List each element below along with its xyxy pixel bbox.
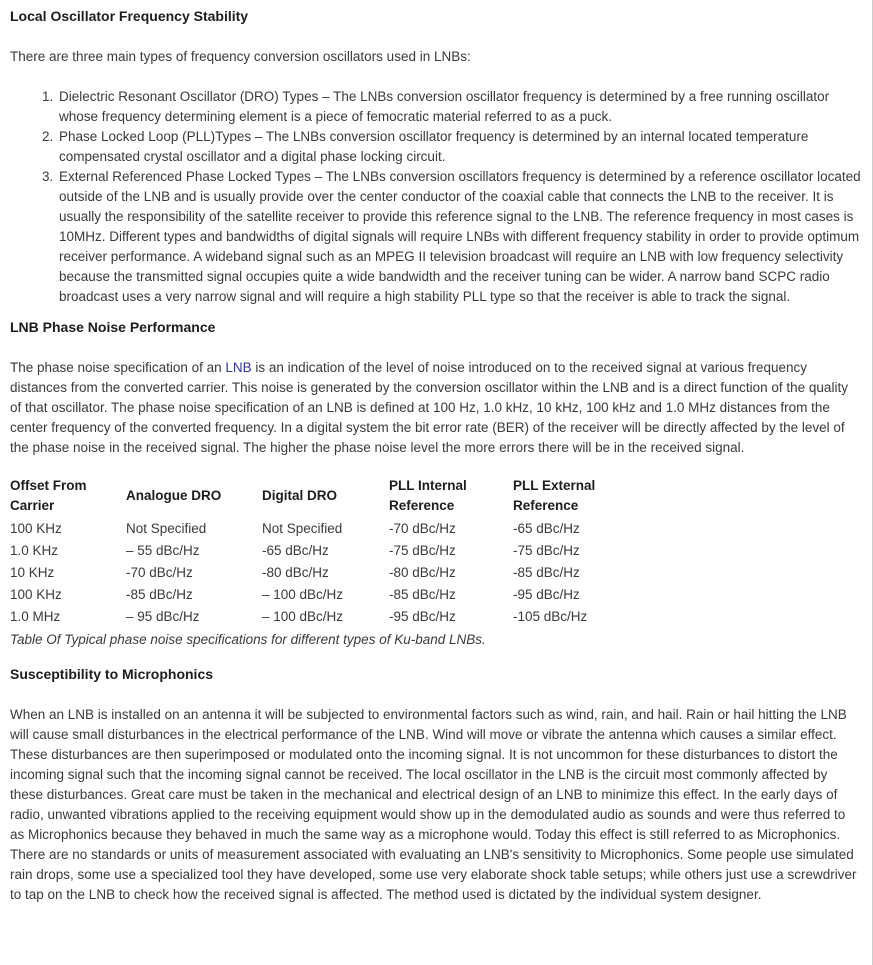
table-header-digital-dro: Digital DRO <box>262 488 338 503</box>
table-cell: – 95 dBc/Hz <box>126 609 200 624</box>
table-cell: 1.0 KHz <box>10 543 59 558</box>
table-header-pll-internal: PLL Internal Reference <box>389 478 467 513</box>
oscillator-types-list <box>10 87 861 307</box>
list-item-external-reference: 3. External Referenced Phase Locked Types – The LNBs conversion oscillators frequency is determined by a reference oscillator located outside of the LNB and is usually provide over the center conductor of the coaxial cable that connects the LNB to the receiver. It is usually the responsibility of the satellite receiver to provide this reference signal to the LNB. The reference frequency in most cases is 10MHz. Different types and bandwidths of digital signals will require LNBs with different frequency stability in order to provide optimum receiver performance. A wideband signal such as an MPEG II television broadcast will require an LNB with low frequency selectivity because the transmitted signal occupies quite a wide bandwidth and the receiver tuning can be wider. A narrow band SCPC radio broadcast uses a very narrow signal and will require a high stability PLL type so that the receiver is able to track the signal. <box>57 167 861 307</box>
paragraph-microphonics: When an LNB is installed on an antenna it will be subjected to environmental factors such as wind, rain, and hail. Rain or hail hitting the LNB will cause small disturbances in the electrical performance of the LNB. Wind will move or vibrate the antenna which causes a similar effect. These disturbances are then superimposed or modulated onto the incoming signal. It is not uncommon for these disturbances to distort the incoming signal such that the incoming signal cannot be received. The local oscillator in the LNB is the circuit most commonly affected by these disturbances. Great care must be taken in the mechanical and electrical design of an LNB to minimize this effect. In the early days of radio, unwanted vibrations applied to the receiving equipment would show up in the demodulated audio as sounds and were thus referred to as Microphonics because they behaved in much the same way as a microphone would. Today this effect is still referred to as Microphonics. There are no standards or units of measurement associated with evaluating an LNB's sensitivity to Microphonics. Some people use simulated rain drops, some use a specialized tool they have developed, some use very elaborate shock table setups; while others just use a screwdriver to tap on the LNB to check how the received signal is affected. The method used is dictated by the individual system designer. <box>10 707 857 902</box>
table-row <box>10 606 643 628</box>
table-cell: -70 dBc/Hz <box>126 565 193 580</box>
table-header-offset-from-carrier: Offset From Carrier <box>10 478 87 513</box>
table-cell: -75 dBc/Hz <box>513 543 580 558</box>
table-cell: 10 KHz <box>10 565 55 580</box>
section-heading-oscillator-stability: Local Oscillator Frequency Stability <box>10 8 249 24</box>
table-row <box>10 584 643 606</box>
table-cell: -70 dBc/Hz <box>389 521 456 536</box>
table-caption: Table Of Typical phase noise specifications for different types of Ku-band LNBs. <box>10 632 486 647</box>
table-cell: 1.0 MHz <box>10 609 61 624</box>
table-cell: -95 dBc/Hz <box>389 609 456 624</box>
phase-noise-text-before-link: The phase noise specification of an <box>10 360 226 375</box>
list-item-pll: 2. Phase Locked Loop (PLL)Types – The LNBs conversion oscillator frequency is determined by an internal located temperature compensated crystal oscillator and a digital phase locking circuit. <box>57 127 861 167</box>
phase-noise-table <box>10 474 643 628</box>
lnb-link[interactable]: LNB <box>225 360 252 375</box>
section-heading-phase-noise: LNB Phase Noise Performance <box>10 319 216 335</box>
table-cell: -85 dBc/Hz <box>389 587 456 602</box>
table-cell: -85 dBc/Hz <box>513 565 580 580</box>
table-cell: Not Specified <box>126 521 207 536</box>
table-header-row <box>10 474 643 518</box>
table-cell: -85 dBc/Hz <box>126 587 193 602</box>
table-cell: 100 KHz <box>10 587 62 602</box>
paragraph-phase-noise <box>10 358 861 458</box>
table-header-pll-external: PLL External Reference <box>513 478 596 513</box>
table-header-analogue-dro: Analogue DRO <box>126 488 222 503</box>
table-cell: -80 dBc/Hz <box>389 565 456 580</box>
table-cell: -105 dBc/Hz <box>513 609 588 624</box>
table-row <box>10 540 643 562</box>
table-row <box>10 562 643 584</box>
table-cell: – 100 dBc/Hz <box>262 587 344 602</box>
table-cell: -65 dBc/Hz <box>513 521 580 536</box>
paragraph-oscillator-intro: There are three main types of frequency conversion oscillators used in LNBs: <box>10 49 471 64</box>
table-cell: -95 dBc/Hz <box>513 587 580 602</box>
table-cell: -75 dBc/Hz <box>389 543 456 558</box>
table-cell: -65 dBc/Hz <box>262 543 329 558</box>
phase-noise-text-after-link: is an indication of the level of noise introduced on to the received signal at various frequency distances from the converted carrier. This noise is generated by the conversion oscillator within the LNB and is a direct function of the quality of that oscillator. The phase noise specification of an LNB is defined at 100 Hz, 1.0 kHz, 10 kHz, 100 kHz and 1.0 MHz distances from the center frequency of the converted frequency. In a digital system the bit error rate (BER) of the receiver will be directly affected by the level of the phase noise in the received signal. The higher the phase noise level the more errors there will be in the received signal. <box>10 360 848 455</box>
list-item-dro: 1. Dielectric Resonant Oscillator (DRO) Types – The LNBs conversion oscillator frequency is determined by a free running oscillator whose frequency determining element is a piece of femocratic material referred to as a puck. <box>57 87 861 127</box>
table-cell: – 55 dBc/Hz <box>126 543 200 558</box>
table-cell: – 100 dBc/Hz <box>262 609 344 624</box>
table-row <box>10 518 643 540</box>
table-cell: Not Specified <box>262 521 343 536</box>
table-cell: -80 dBc/Hz <box>262 565 329 580</box>
table-cell: 100 KHz <box>10 521 62 536</box>
section-heading-microphonics: Susceptibility to Microphonics <box>10 666 214 682</box>
